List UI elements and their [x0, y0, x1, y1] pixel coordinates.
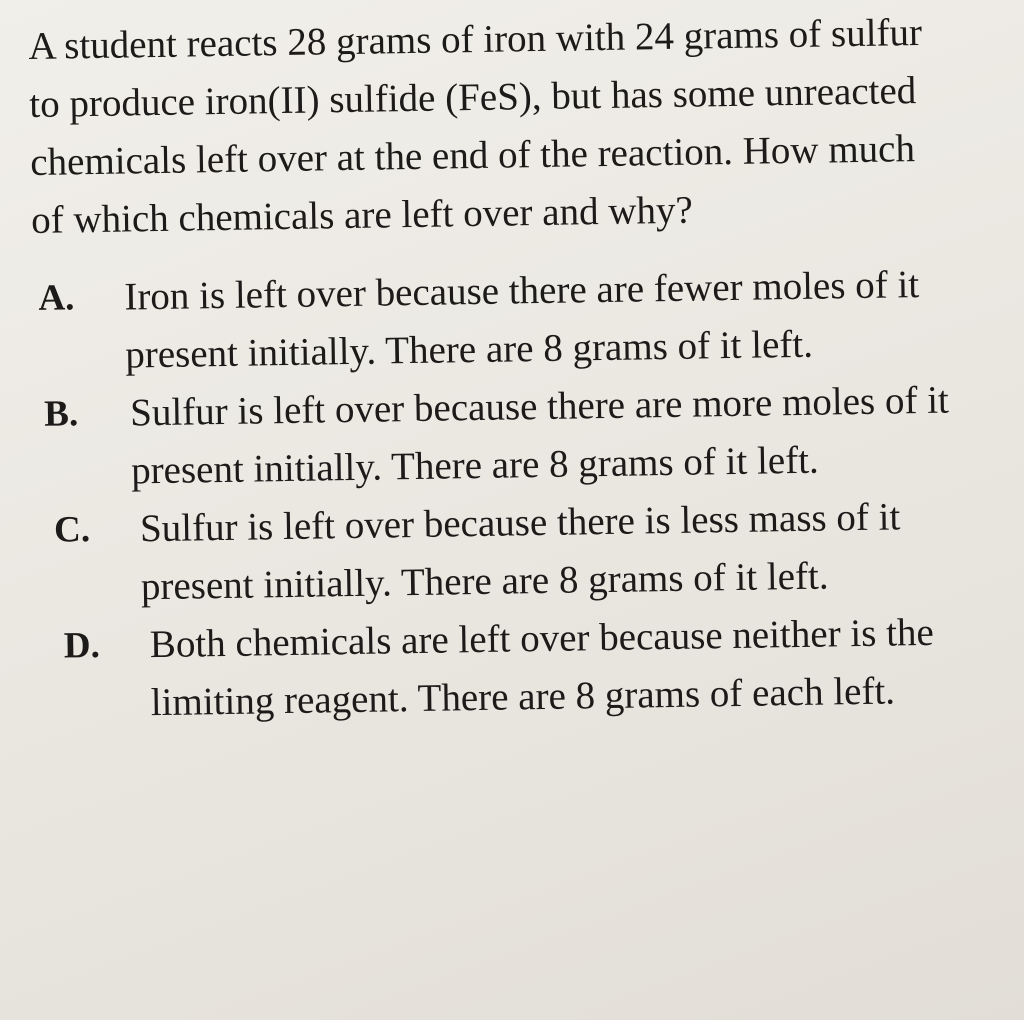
option-a-letter: A.	[38, 277, 75, 319]
option-c	[54, 487, 998, 618]
question-page	[28, 3, 999, 734]
option-d	[63, 603, 999, 734]
option-a	[38, 255, 994, 386]
option-a-text: Iron is left over because there are fewer moles of it present initially. There are 8 grams of it left.	[124, 263, 920, 377]
question-text: A student reacts 28 grams of iron with 24 grams of sulfur to produce iron(II) sulfide (FeS), but has some unreacted chemicals left over at the end of the reaction. How much of which chemicals are left over and why?	[28, 10, 923, 242]
option-d-text: Both chemicals are left over because neither is the limiting reagent. There are 8 grams of each left.	[149, 610, 935, 725]
option-b-letter: B.	[43, 393, 79, 435]
option-c-letter: C.	[53, 509, 91, 551]
option-d-letter: D.	[63, 624, 101, 667]
option-c-text: Sulfur is left over because there is less mass of it present initially. There are 8 grams of it left.	[139, 495, 901, 609]
option-b-text: Sulfur is left over because there are more moles of it present initially. There are 8 grams of it left.	[129, 378, 950, 493]
option-b	[44, 371, 996, 502]
